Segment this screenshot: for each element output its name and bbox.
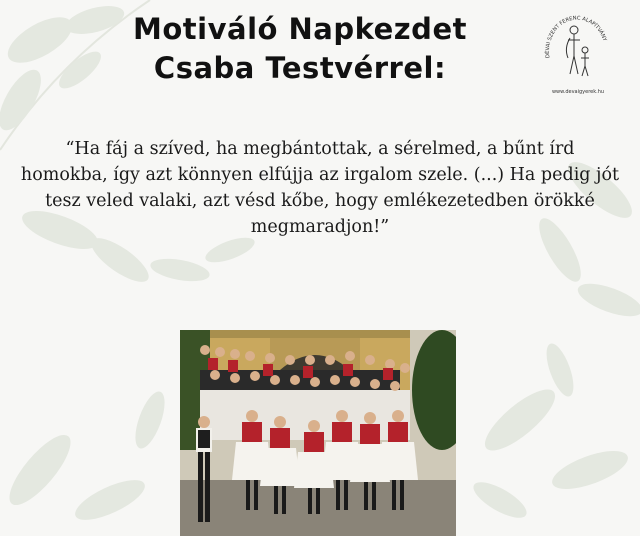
logo-arc-text: DÉVAI SZENT FERENC ALAPÍTVÁNY bbox=[544, 15, 608, 59]
page-title-line1: Motiváló Napkezdet bbox=[133, 12, 467, 46]
motivational-quote: “Ha fáj a szíved, ha megbántottak, a sérelmed, a bűnt írd homokba, így azt könnyen elfújja az irgalom szele. (...) Ha pedig jót tesz veled valaki, azt vésd kőbe, hogy emlékezetedben örökké megmaradjon!” bbox=[20, 139, 620, 237]
logo-url: www.devaigyerek.hu bbox=[551, 89, 605, 95]
page-title-line2: Csaba Testvérrel: bbox=[153, 51, 447, 85]
group-photo bbox=[180, 330, 456, 536]
